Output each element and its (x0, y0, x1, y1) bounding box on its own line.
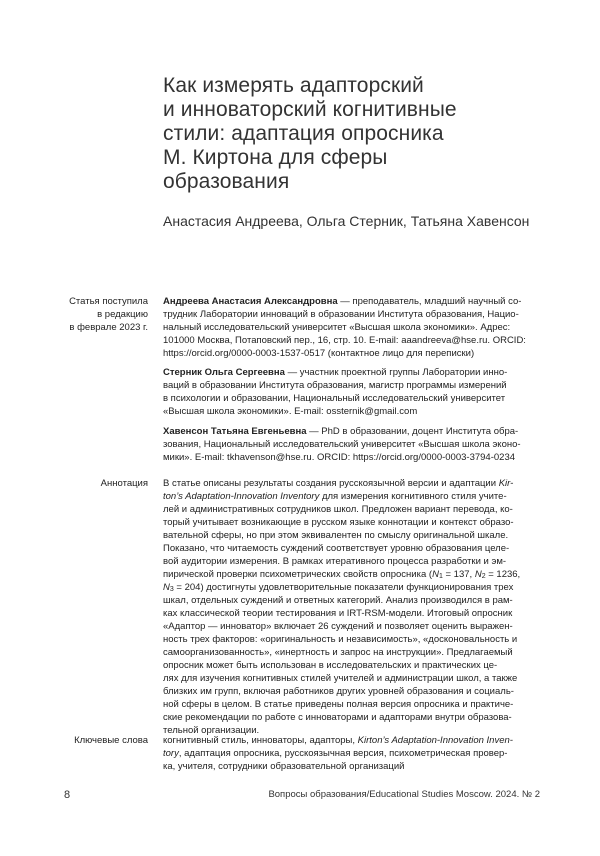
author-name: Стерник Ольга Сергеевна (163, 367, 285, 378)
title-line: стили: адаптация опросника (163, 122, 444, 145)
subscript: 3 (169, 586, 174, 593)
abstract-fragment: N (432, 569, 439, 580)
author-desc-line: нальный исследовательский университет «Высшая школа экономики». Адрес: (163, 322, 511, 333)
author-info-khavenson (163, 425, 541, 464)
keywords-fragment: , адаптация опросника, русскоязычная версия, психометрическая провер- (178, 748, 508, 759)
abstract-fragment: N (163, 582, 170, 593)
author-desc-line: ваций в образовании Института образования, магистр программы измерений (163, 380, 507, 391)
abstract-line: лях для изучения когнитивных стилей учителей и администрации школ, а также (163, 673, 518, 684)
abstract-line: ность трех факторов: «оригинальность и независимость», «досконовальность и (163, 634, 518, 645)
keywords-line: ка, учителя, сотрудники образовательной организаций (163, 761, 405, 772)
keywords-fragment: tory (163, 748, 179, 759)
author-desc: — PhD в образовании, доцент Института обра- (306, 426, 519, 437)
abstract-line: «Адаптор — инноватор» включает 26 суждений и позволяет оценить выражен- (163, 621, 513, 632)
title-line: М. Киртона для сферы (163, 146, 388, 169)
author-desc-line: «Высшая школа экономики». E-mail: ossternik@gmail.com (163, 406, 418, 417)
title-line: Как измерять адапторский (163, 74, 424, 97)
received-line: в редакцию (97, 309, 148, 320)
abstract-fragment: = 204) достигнуты удовлетворительные показатели функционирования трех (173, 582, 514, 593)
author-desc: — преподаватель, младший научный со- (337, 296, 522, 307)
author-desc-line: в психологии и образовании, Национальный исследовательский университет (163, 393, 506, 404)
abstract-line: шкал, отдельных суждений и ответных категорий. Анализ производился в рам- (163, 595, 513, 606)
journal-footer: Вопросы образования/Educational Studies Moscow. 2024. № 2 (268, 789, 540, 800)
abstract-fragment: = 1236, (485, 569, 521, 580)
abstract-line: тельной организации. (163, 725, 260, 736)
author-desc-line: https://orcid.org/0000-0003-1537-0517 (контактное лицо для переписки) (163, 348, 475, 359)
page-number: 8 (64, 789, 71, 801)
article-authors: Анастасия Андреева, Ольга Стерник, Татьяна Хавенсон (163, 213, 530, 229)
abstract-line: вательной сферы, но при этом эквивалентен по смыслу оригинальной шкале. (163, 530, 509, 541)
abstract-line: торый учитывает возникающие в русском языке коннотации и контекст образо- (163, 517, 514, 528)
abstract-fragment: пирической проверки психометрических свойств опросника ( (163, 569, 433, 580)
received-line: в феврале 2023 г. (69, 322, 148, 333)
abstract-fragment: В статье описаны результаты создания русскоязычной версии и адаптации (163, 478, 499, 489)
keywords-label (74, 734, 148, 747)
subscript: 2 (481, 573, 486, 580)
received-label (69, 295, 148, 334)
abstract-fragment: = 137, (442, 569, 475, 580)
author-name: Андреева Анастасия Александровна (163, 296, 338, 307)
author-desc: — участник проектной группы Лаборатории инно- (284, 367, 508, 378)
abstract-line: Показано, что читаемость суждений соответствует уровню образования целе- (163, 543, 510, 554)
author-desc-line: мики». E-mail: tkhavenson@hse.ru. ORCID: https://orcid.org/0000-0003-3794-0234 (163, 452, 516, 463)
author-desc-line: зования, Национальный исследовательский университет «Высшая школа эконо- (163, 439, 521, 450)
received-line: Статья поступила (69, 296, 148, 307)
keywords-label-text: Ключевые слова (74, 735, 148, 746)
keywords-fragment: Kirton’s Adaptation-Innovation Inven- (357, 735, 513, 746)
abstract-line: опросник может быть использован в исследовательских и практических це- (163, 660, 498, 671)
author-desc-line: трудник Лаборатории инноваций в образовании Института образования, Нацио- (163, 309, 519, 320)
abstract-fragment: ton’s Adaptation-Innovation Inventory (163, 491, 320, 502)
author-info-sternik (163, 366, 541, 418)
abstract-text (163, 477, 541, 737)
abstract-label-text: Аннотация (100, 478, 148, 489)
title-line: образования (163, 170, 290, 193)
abstract-fragment: N (474, 569, 482, 580)
abstract-fragment: Kir- (498, 478, 514, 489)
title-line: и инноваторский когнитивные (163, 98, 457, 121)
author-desc-line: 101000 Москва, Потаповский пер., 16, стр. 10. E-mail: aaandreeva@hse.ru. ORCID: (163, 335, 526, 346)
author-info-andreeva (163, 295, 541, 360)
abstract-line: ной сферы в целом. В статье приведены полная версия опросника и практиче- (163, 699, 514, 710)
abstract-line: ках классической теории тестирования и IRT-RSM-модели. Итоговый опросник (163, 608, 513, 619)
abstract-line: вой аудитории измерения. В рамках итеративного процесса разработки и эм- (163, 556, 507, 567)
article-title (163, 74, 543, 194)
keywords-fragment: когнитивный стиль, инноваторы, адапторы, (163, 735, 358, 746)
abstract-line: лей и административных сотрудников школ. Предложен вариант перевода, ко- (163, 504, 513, 515)
keywords-text (163, 734, 541, 773)
abstract-line: близких им групп, включая работников других уровней образования и социаль- (163, 686, 514, 697)
abstract-line: ские рекомендации по работе с инноваторами и адапторами внутри образова- (163, 712, 512, 723)
abstract-fragment: для измерения когнитивного стиля учите- (319, 491, 507, 502)
abstract-label (101, 477, 148, 490)
author-name: Хавенсон Татьяна Евгеньевна (163, 426, 307, 437)
subscript: 1 (438, 573, 443, 580)
abstract-line: самоорганизованность», «инертность и запрос на инструкции». Предлагаемый (163, 647, 513, 658)
